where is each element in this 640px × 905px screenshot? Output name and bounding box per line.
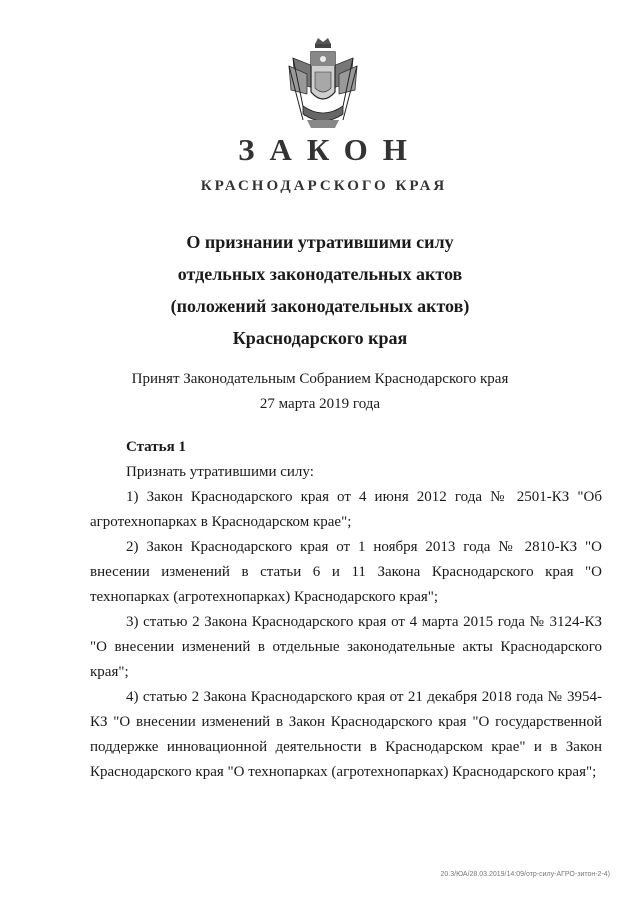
article-item: 1) Закон Краснодарского края от 4 июня 2012 года № 2501-КЗ "Об агротехнопарках в Краснодарском крае"; [90,489,602,530]
law-title: ЗАКОН [238,132,422,167]
adoption-date: 27 марта 2019 года [259,396,381,412]
heading-line: О признании утратившими силу [186,232,454,252]
heading-line: Краснодарского края [232,328,408,348]
footer-stamp: 20.3/ЮА/28.03.2019/14:09/отр-силу-АГРО-зитон-2-4) [440,871,610,878]
article-item: 2) Закон Краснодарского края от 1 ноября 2013 года № 2810-КЗ "О внесении изменений в статьи 6 и 11 Закона Краснодарского края "О технопарках (агротехнопарках) Краснодарского края"; [90,539,602,605]
adoption-note [0,367,640,417]
article-item: 3) статью 2 Закона Краснодарского края от 4 марта 2015 года № 3124-КЗ "О внесении изменений в отдельные законодательные акты Краснодарского края"; [90,614,602,680]
document-heading [0,226,640,354]
article-title: Статья 1 [126,439,186,455]
article-item: 4) статью 2 Закона Краснодарского края от 21 декабря 2018 года № 3954-КЗ "О внесении изменений в Закон Краснодарского края "О государственной поддержке инновационной деятельности в Краснодарском крае" и в Закон Краснодарского края "О технопарках (агротехнопарках) Краснодарского края"; [90,689,602,780]
heading-line: отдельных законодательных актов [177,264,463,284]
article-body [90,435,602,785]
article-intro: Признать утратившими силу: [126,464,314,480]
krasnodar-coat-of-arms-icon [285,36,361,132]
heading-line: (положений законодательных актов) [170,296,470,316]
adoption-line-1: Принят Законодательным Собранием Краснодарского края [131,371,509,387]
law-region: КРАСНОДАРСКОГО КРАЯ [200,178,448,194]
